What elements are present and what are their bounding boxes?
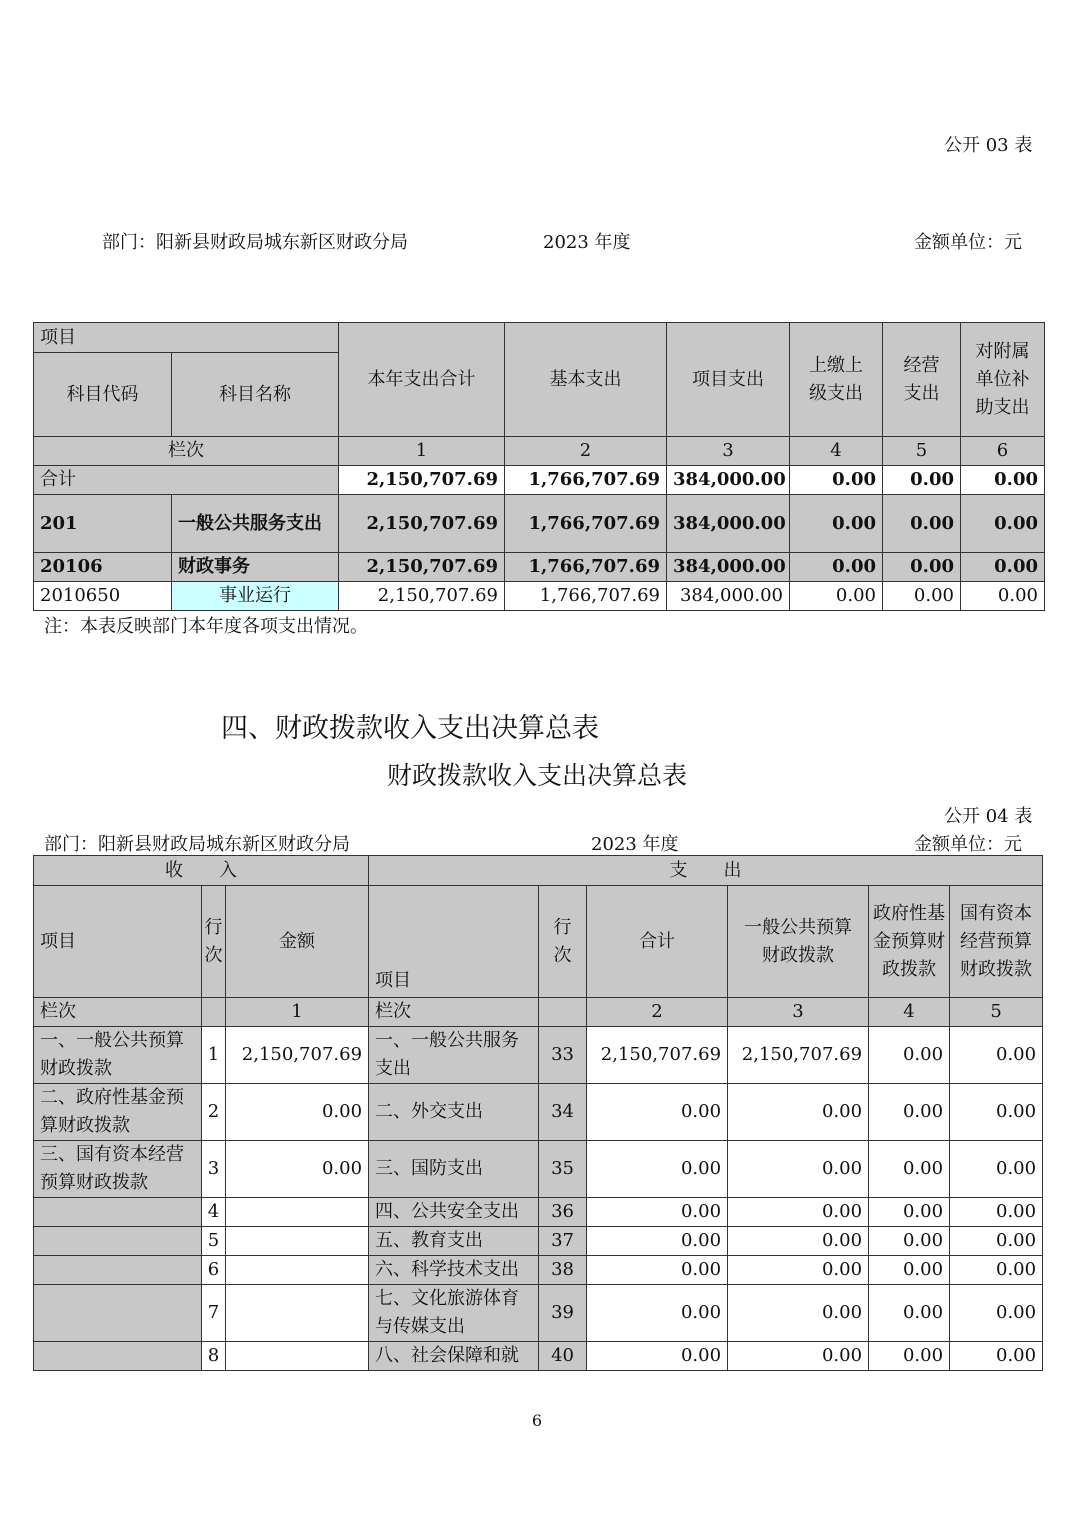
expense-item: 五、教育支出 bbox=[369, 1227, 539, 1256]
cell-value: 0.00 bbox=[728, 1198, 869, 1227]
expense-rownum: 38 bbox=[539, 1256, 587, 1285]
header-name: 科目名称 bbox=[172, 353, 339, 437]
income-item bbox=[34, 1342, 202, 1371]
department-label: 部门：阳新县财政局城东新区财政分局 bbox=[102, 232, 408, 253]
cell-value: 0.00 bbox=[728, 1342, 869, 1371]
cell-value: 0.00 bbox=[587, 1342, 728, 1371]
table-row bbox=[34, 1027, 1043, 1084]
cell-value: 0.00 bbox=[790, 495, 883, 553]
table-title: 财政拨款收入支出决算总表 bbox=[386, 761, 687, 790]
cell-value: 2,150,707.69 bbox=[339, 495, 505, 553]
expense-item: 二、外交支出 bbox=[369, 1084, 539, 1141]
table-row bbox=[34, 1342, 1043, 1371]
expense-rownum: 35 bbox=[539, 1141, 587, 1198]
header-superior: 上缴上级支出 bbox=[790, 323, 883, 437]
row-name: 一般公共服务支出 bbox=[172, 495, 339, 553]
expense-rownum: 37 bbox=[539, 1227, 587, 1256]
cell-value: 0.00 bbox=[728, 1256, 869, 1285]
table-row bbox=[34, 553, 1045, 582]
form-number-04: 公开 04 表 bbox=[944, 806, 1033, 827]
header-expense-item: 项目 bbox=[369, 886, 539, 998]
column-index: 1 bbox=[226, 998, 369, 1027]
cell-value: 384,000.00 bbox=[667, 553, 790, 582]
cell-value: 0.00 bbox=[950, 1198, 1043, 1227]
year-label: 2023 年度 bbox=[543, 232, 631, 253]
expense-rownum: 39 bbox=[539, 1285, 587, 1342]
cell-value: 384,000.00 bbox=[667, 582, 790, 611]
unit-label: 金额单位：元 bbox=[914, 232, 1022, 253]
expense-item: 八、社会保障和就 bbox=[369, 1342, 539, 1371]
column-index: 5 bbox=[950, 998, 1043, 1027]
column-index: 1 bbox=[339, 437, 505, 466]
header-business: 经营支出 bbox=[883, 323, 961, 437]
income-rownum: 8 bbox=[202, 1342, 226, 1371]
column-index: 3 bbox=[728, 998, 869, 1027]
row-code: 2010650 bbox=[34, 582, 172, 611]
cell-value: 1,766,707.69 bbox=[505, 466, 667, 495]
form-number-03: 公开 03 表 bbox=[944, 135, 1033, 156]
cell-value: 0.00 bbox=[961, 553, 1045, 582]
income-amount bbox=[226, 1256, 369, 1285]
table-row-total bbox=[34, 466, 1045, 495]
header-amount: 金额 bbox=[226, 886, 369, 998]
cell-value: 0.00 bbox=[883, 466, 961, 495]
header-income-item: 项目 bbox=[34, 886, 202, 998]
income-rownum: 5 bbox=[202, 1227, 226, 1256]
cell-value: 2,150,707.69 bbox=[587, 1027, 728, 1084]
income-item bbox=[34, 1285, 202, 1342]
income-item bbox=[34, 1198, 202, 1227]
expense-item: 一、一般公共服务支出 bbox=[369, 1027, 539, 1084]
column-index: 5 bbox=[883, 437, 961, 466]
cell-value: 0.00 bbox=[869, 1141, 950, 1198]
cell-value: 1,766,707.69 bbox=[505, 553, 667, 582]
header-project: 项目支出 bbox=[667, 323, 790, 437]
table-row bbox=[34, 1256, 1043, 1285]
expense-item: 七、文化旅游体育与传媒支出 bbox=[369, 1285, 539, 1342]
department-label: 部门：阳新县财政局城东新区财政分局 bbox=[44, 834, 350, 855]
header-basic: 基本支出 bbox=[505, 323, 667, 437]
row-code: 20106 bbox=[34, 553, 172, 582]
table-row bbox=[34, 1285, 1043, 1342]
cell-value: 0.00 bbox=[961, 582, 1045, 611]
section-title: 四、财政拨款收入支出决算总表 bbox=[221, 713, 599, 744]
expense-item: 六、科学技术支出 bbox=[369, 1256, 539, 1285]
header-income: 收 入 bbox=[34, 856, 369, 886]
cell-value: 0.00 bbox=[950, 1141, 1043, 1198]
income-item: 一、一般公共预算财政拨款 bbox=[34, 1027, 202, 1084]
cell-value: 2,150,707.69 bbox=[339, 553, 505, 582]
cell-value: 2,150,707.69 bbox=[728, 1027, 869, 1084]
header-code: 科目代码 bbox=[34, 353, 172, 437]
cell-value: 384,000.00 bbox=[667, 495, 790, 553]
page-number: 6 bbox=[531, 1411, 543, 1430]
cell-value: 0.00 bbox=[790, 582, 883, 611]
cell-value: 0.00 bbox=[790, 553, 883, 582]
column-index-label: 栏次 bbox=[34, 437, 339, 466]
header-total: 本年支出合计 bbox=[339, 323, 505, 437]
cell-value: 0.00 bbox=[587, 1256, 728, 1285]
income-rownum: 3 bbox=[202, 1141, 226, 1198]
row-name: 财政事务 bbox=[172, 553, 339, 582]
cell-value: 0.00 bbox=[728, 1285, 869, 1342]
column-index: 6 bbox=[961, 437, 1045, 466]
table-row bbox=[34, 1227, 1043, 1256]
column-index-label: 栏次 bbox=[369, 998, 539, 1027]
cell-value: 1,766,707.69 bbox=[505, 582, 667, 611]
header-state-capital: 国有资本经营预算财政拨款 bbox=[950, 886, 1043, 998]
income-amount bbox=[226, 1285, 369, 1342]
income-rownum: 7 bbox=[202, 1285, 226, 1342]
cell-value: 0.00 bbox=[869, 1084, 950, 1141]
cell-value: 0.00 bbox=[950, 1342, 1043, 1371]
cell-value: 0.00 bbox=[587, 1198, 728, 1227]
expense-rownum: 33 bbox=[539, 1027, 587, 1084]
row-code: 合计 bbox=[34, 466, 339, 495]
cell-value: 0.00 bbox=[728, 1227, 869, 1256]
cell-value: 0.00 bbox=[869, 1285, 950, 1342]
cell-value: 0.00 bbox=[869, 1198, 950, 1227]
row-name: 事业运行 bbox=[172, 582, 339, 611]
cell-value: 0.00 bbox=[587, 1141, 728, 1198]
income-amount: 0.00 bbox=[226, 1141, 369, 1198]
income-item bbox=[34, 1227, 202, 1256]
cell-value: 0.00 bbox=[950, 1285, 1043, 1342]
cell-value: 2,150,707.69 bbox=[339, 466, 505, 495]
cell-value: 2,150,707.69 bbox=[339, 582, 505, 611]
income-rownum: 6 bbox=[202, 1256, 226, 1285]
cell-value: 0.00 bbox=[587, 1084, 728, 1141]
cell-value: 384,000.00 bbox=[667, 466, 790, 495]
cell-value: 0.00 bbox=[587, 1285, 728, 1342]
cell-value: 0.00 bbox=[950, 1084, 1043, 1141]
appropriation-summary-table bbox=[33, 855, 1043, 1371]
column-index-label: 栏次 bbox=[34, 998, 202, 1027]
table-note: 注：本表反映部门本年度各项支出情况。 bbox=[44, 616, 368, 637]
income-item bbox=[34, 1256, 202, 1285]
cell-value: 0.00 bbox=[883, 582, 961, 611]
income-amount bbox=[226, 1342, 369, 1371]
income-rownum: 2 bbox=[202, 1084, 226, 1141]
cell-value: 1,766,707.69 bbox=[505, 495, 667, 553]
header-total: 合计 bbox=[587, 886, 728, 998]
cell-value: 0.00 bbox=[961, 495, 1045, 553]
column-index: 4 bbox=[869, 998, 950, 1027]
table-row bbox=[34, 1084, 1043, 1141]
income-rownum: 4 bbox=[202, 1198, 226, 1227]
income-amount: 2,150,707.69 bbox=[226, 1027, 369, 1084]
table-row bbox=[34, 1198, 1043, 1227]
cell-value: 0.00 bbox=[869, 1027, 950, 1084]
income-rownum: 1 bbox=[202, 1027, 226, 1084]
cell-value: 0.00 bbox=[869, 1256, 950, 1285]
column-index: 4 bbox=[790, 437, 883, 466]
income-amount bbox=[226, 1198, 369, 1227]
cell-value: 0.00 bbox=[950, 1256, 1043, 1285]
expense-rownum: 34 bbox=[539, 1084, 587, 1141]
income-amount: 0.00 bbox=[226, 1084, 369, 1141]
expense-rownum: 36 bbox=[539, 1198, 587, 1227]
table-row bbox=[34, 495, 1045, 553]
income-item: 三、国有资本经营预算财政拨款 bbox=[34, 1141, 202, 1198]
header-expense-rownum: 行次 bbox=[539, 886, 587, 998]
cell-value: 0.00 bbox=[587, 1227, 728, 1256]
cell-value: 0.00 bbox=[883, 553, 961, 582]
header-general-budget: 一般公共预算财政拨款 bbox=[728, 886, 869, 998]
cell-value: 0.00 bbox=[869, 1227, 950, 1256]
expense-rownum: 40 bbox=[539, 1342, 587, 1371]
column-index: 2 bbox=[505, 437, 667, 466]
header-item: 项目 bbox=[34, 323, 339, 353]
year-label: 2023 年度 bbox=[591, 834, 679, 855]
header-gov-fund: 政府性基金预算财政拨款 bbox=[869, 886, 950, 998]
income-amount bbox=[226, 1227, 369, 1256]
expense-item: 三、国防支出 bbox=[369, 1141, 539, 1198]
cell-value: 0.00 bbox=[790, 466, 883, 495]
table-row bbox=[34, 1141, 1043, 1198]
expenditure-table bbox=[33, 322, 1045, 611]
cell-value: 0.00 bbox=[728, 1084, 869, 1141]
header-income-rownum: 行次 bbox=[202, 886, 226, 998]
column-index: 3 bbox=[667, 437, 790, 466]
column-index: 2 bbox=[587, 998, 728, 1027]
cell-value: 0.00 bbox=[950, 1027, 1043, 1084]
header-expense: 支 出 bbox=[369, 856, 1043, 886]
table-row bbox=[34, 582, 1045, 611]
cell-value: 0.00 bbox=[950, 1227, 1043, 1256]
cell-value: 0.00 bbox=[728, 1141, 869, 1198]
header-subsidy: 对附属单位补助支出 bbox=[961, 323, 1045, 437]
cell-value: 0.00 bbox=[961, 466, 1045, 495]
unit-label: 金额单位：元 bbox=[914, 834, 1022, 855]
cell-value: 0.00 bbox=[883, 495, 961, 553]
expense-item: 四、公共安全支出 bbox=[369, 1198, 539, 1227]
row-code: 201 bbox=[34, 495, 172, 553]
cell-value: 0.00 bbox=[869, 1342, 950, 1371]
income-item: 二、政府性基金预算财政拨款 bbox=[34, 1084, 202, 1141]
